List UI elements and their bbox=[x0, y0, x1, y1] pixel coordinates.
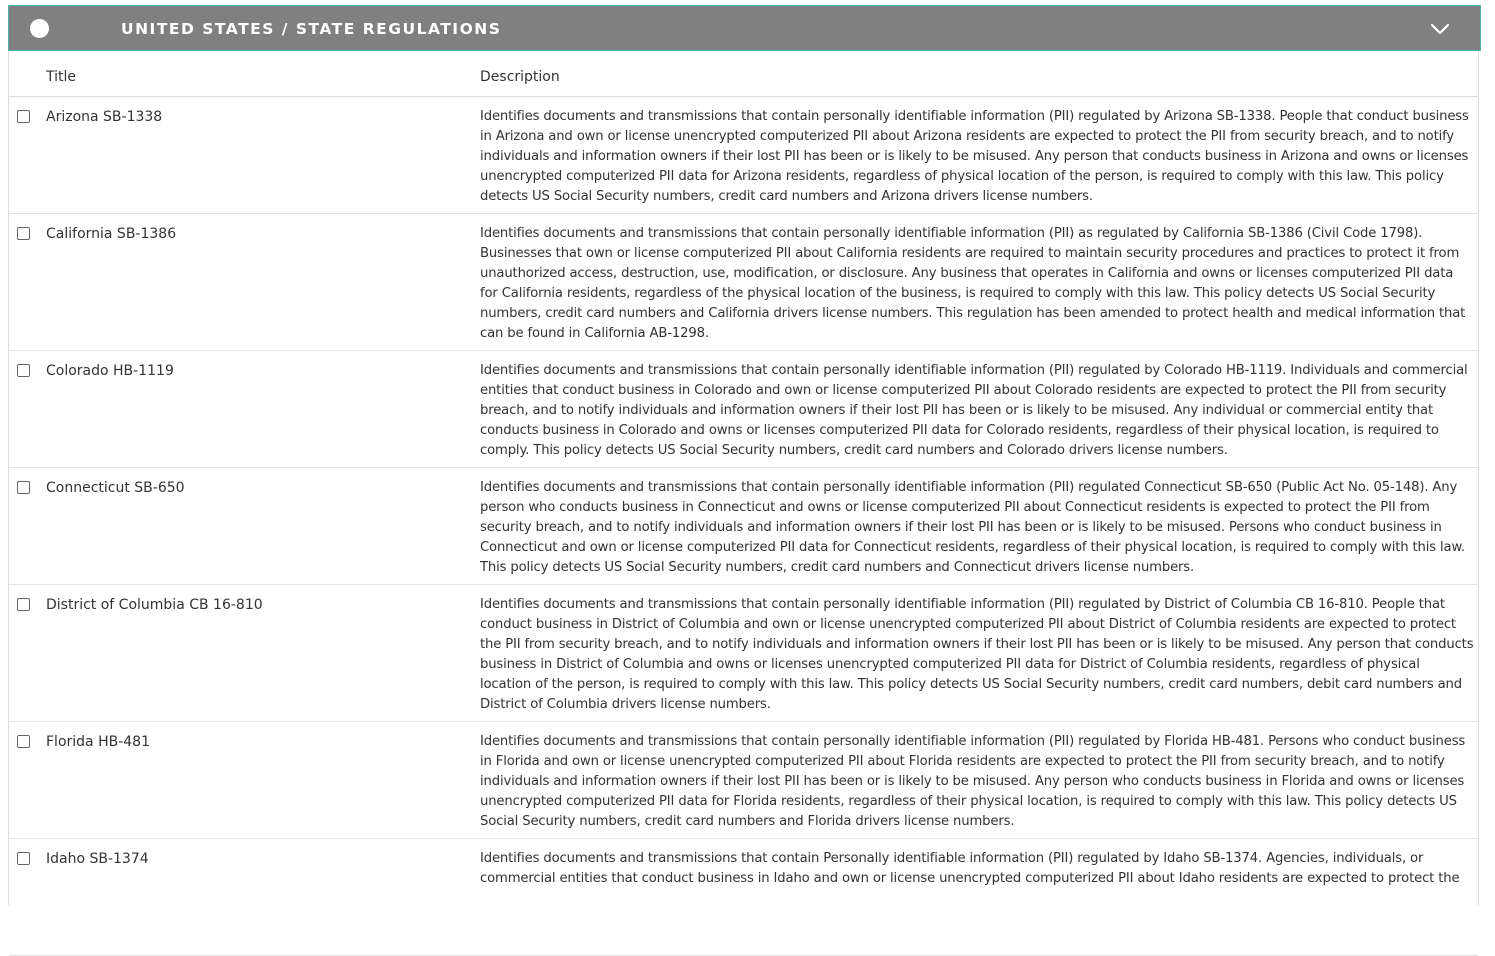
row-description: Identifies documents and transmissions that contain personally identifiable information (PII) regulated by Colorado HB-1119. Individuals and commercial entities that conduct business in Colorado and own or license computerized PII about Colorado residents are expected to protect the PII from security breach, and to notify individuals and information owners if their lost PII has been or is likely to be misused. Any individual or commercial entity that conducts business in Colorado and owns or licenses computerized PII data for Colorado residents, regardless of their physical location, is required to comply. This policy detects US Social Security numbers, credit card numbers and Colorado drivers license numbers. bbox=[480, 363, 1468, 458]
row-description: Identifies documents and transmissions that contain Personally identifiable information (PII) regulated by Idaho SB-1374. Agencies, individuals, or commercial entities that conduct business in Idaho and own or license unencrypted computerized PII about Idaho residents are expected to protect the bbox=[480, 851, 1460, 886]
row-description: Identifies documents and transmissions that contain personally identifiable information (PII) regulated by District of Columbia CB 16-810. People that conduct business in District of Columbia and own or license unencrypted computerized PII about District of Columbia residents are expected to protect the PII from security breach, and to notify individuals and information owners if their lost PII has been or is likely to be misused. Any person that conducts business in District of Columbia and owns or licenses unencrypted computerized PII data for District of Columbia residents, regardless of physical location of the person, is required to comply with this law. This policy detects US Social Security numbers, credit card numbers, debit card numbers and District of Columbia drivers license numbers. bbox=[480, 597, 1474, 712]
row-description: Identifies documents and transmissions that contain personally identifiable information (PII) as regulated by California SB-1386 (Civil Code 1798). Businesses that own or license computerized PII about California residents are required to maintain security procedures and practices to protect it from unauthorized access, destruction, use, modification, or disclosure. Any business that operates in California and owns or licenses computerized PII data for California residents, regardless of the physical location of the business, is required to comply with this law. This policy detects US Social Security numbers, credit card numbers and California drivers license numbers. This regulation has been amended to protect health and medical information that can be found in California AB-1298. bbox=[480, 226, 1466, 341]
row-checkbox[interactable] bbox=[17, 481, 30, 494]
row-title: Idaho SB-1374 bbox=[46, 851, 149, 867]
row-checkbox[interactable] bbox=[17, 852, 30, 865]
row-description: Identifies documents and transmissions that contain personally identifiable information (PII) regulated Connecticut SB-650 (Public Act No. 05-148). Any person who conducts business in Connecticut and owns or license computerized PII about Connecticut residents is expected to protect the PII from security breach, and to notify individuals and information owners if their lost PII has been or is likely to be misused. Persons who conduct business in Connecticut and own or license computerized PII data for Connecticut residents, regardless of their physical location, is required to comply with this law. This policy detects US Social Security numbers, credit card numbers and Connecticut drivers license numbers. bbox=[480, 480, 1465, 575]
table-row bbox=[9, 97, 1478, 214]
table-row bbox=[9, 351, 1478, 468]
table-row bbox=[9, 839, 1478, 956]
table-row bbox=[9, 722, 1478, 839]
section-select-radio[interactable] bbox=[30, 19, 49, 38]
regulations-panel bbox=[8, 5, 1479, 905]
table-row bbox=[9, 585, 1478, 722]
row-checkbox[interactable] bbox=[17, 598, 30, 611]
row-title: Colorado HB-1119 bbox=[46, 363, 174, 379]
column-header-description: Description bbox=[480, 69, 560, 85]
row-checkbox[interactable] bbox=[17, 227, 30, 240]
row-description: Identifies documents and transmissions that contain personally identifiable information (PII) regulated by Florida HB-481. Persons who conduct business in Florida and own or license unencrypted computerized PII about Florida residents are expected to protect the PII from security breach, and to notify individuals and information owners if their lost PII has been or is likely to be misused. Any person who conducts business in Florida and owns or licenses unencrypted computerized PII data for Florida residents, regardless of their physical location, is required to comply with this law. This policy detects US Social Security numbers, credit card numbers and Florida drivers license numbers. bbox=[480, 734, 1466, 829]
table-row bbox=[9, 468, 1478, 585]
table-row bbox=[9, 214, 1478, 351]
row-checkbox[interactable] bbox=[17, 364, 30, 377]
chevron-down-icon[interactable] bbox=[1430, 19, 1450, 39]
row-title: California SB-1386 bbox=[46, 226, 177, 242]
row-checkbox[interactable] bbox=[17, 735, 30, 748]
column-header-title: Title bbox=[46, 69, 77, 85]
row-title: Florida HB-481 bbox=[46, 734, 150, 750]
row-checkbox[interactable] bbox=[17, 110, 30, 123]
section-header[interactable] bbox=[8, 5, 1481, 51]
regulations-table bbox=[9, 97, 1478, 956]
row-title: Connecticut SB-650 bbox=[46, 480, 185, 496]
section-title: UNITED STATES / STATE REGULATIONS bbox=[121, 20, 502, 38]
row-title: District of Columbia CB 16-810 bbox=[46, 597, 263, 613]
row-title: Arizona SB-1338 bbox=[46, 109, 163, 125]
row-description: Identifies documents and transmissions that contain personally identifiable information (PII) regulated by Arizona SB-1338. People that conduct business in Arizona and own or license unencrypted computerized PII about Arizona residents are expected to protect the PII from security breach, and to notify individuals and information owners if their lost PII has been or is likely to be misused. Any person that conducts business in Arizona and owns or licenses unencrypted computerized PII data for Arizona residents, regardless of physical location of the person, is required to comply with this law. This policy detects US Social Security numbers, credit card numbers and Arizona drivers license numbers. bbox=[480, 109, 1469, 204]
